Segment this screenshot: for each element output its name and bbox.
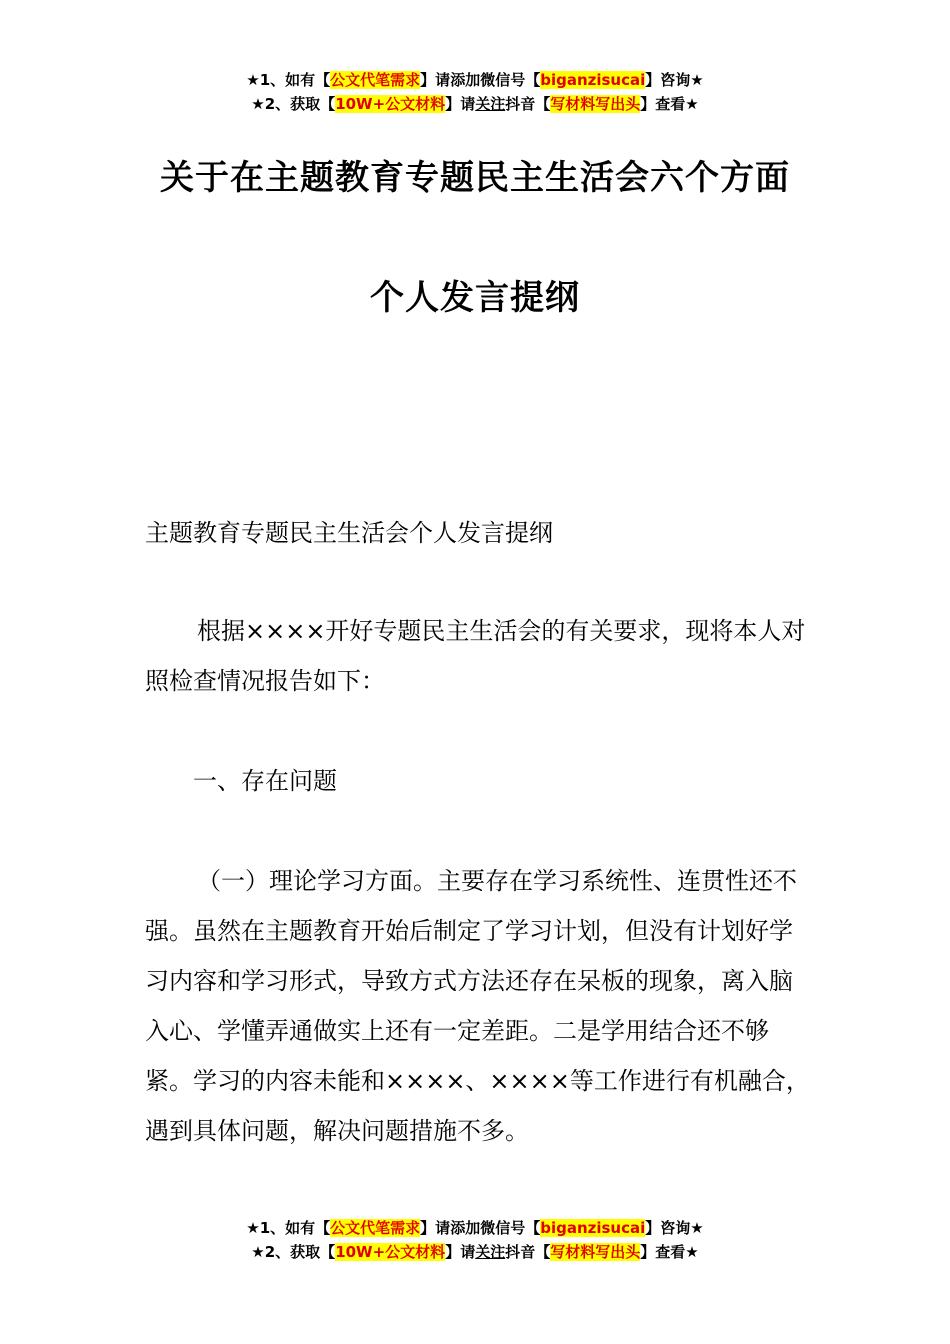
promo-text: 微信号【 [480, 1219, 541, 1237]
promo-text: ★2、获取【 [251, 1243, 336, 1261]
promo-highlight: 写材料写出头 [550, 95, 641, 113]
promo-text: 】咨询★ [645, 71, 704, 89]
promo-text: 】请 [420, 1219, 451, 1237]
promo-line-1 [0, 68, 950, 92]
top-promo-banner [0, 68, 950, 116]
promo-text: 抖音【 [505, 1243, 551, 1261]
document-heading: 主题教育专题民主生活会个人发言提纲 [145, 519, 553, 547]
promo-emphasis: 添加 [450, 1219, 481, 1237]
promo-highlight: biganzisucai [540, 71, 646, 89]
promo-highlight: 公文代笔需求 [330, 71, 421, 89]
promo-highlight: 10W+公文材料 [335, 95, 446, 113]
promo-text: 】查看★ [640, 1243, 699, 1261]
promo-highlight: 10W+公文材料 [335, 1243, 446, 1261]
item-paragraph: （一）理论学习方面。主要存在学习系统性、连贯性还不强。虽然在主题教育开始后制定了学习计划，但没有计划好学习内容和学习形式，导致方式方法还存在呆板的现象，离入脑入心、学懂弄通做实上还有一定差距。二是学用结合还不够紧。学习的内容未能和××××、××××等工作进行有机融合，遇到具体问题，解决问题措施不多。 [145, 867, 810, 1145]
promo-text: ★1、如有【 [246, 71, 331, 89]
bottom-promo-banner [0, 1216, 950, 1264]
promo-text: 】请 [420, 71, 451, 89]
promo-highlight: 写材料写出头 [550, 1243, 641, 1261]
document-title-line-2: 个人发言提纲 [370, 278, 580, 318]
promo-highlight: 公文代笔需求 [330, 1219, 421, 1237]
intro-paragraph: 根据××××开好专题民主生活会的有关要求，现将本人对照检查情况报告如下： [145, 617, 806, 695]
promo-text: ★1、如有【 [246, 1219, 331, 1237]
promo-line-2 [0, 1240, 950, 1264]
promo-line-1 [0, 1216, 950, 1240]
section-heading: 一、存在问题 [193, 767, 337, 795]
promo-text: ★2、获取【 [251, 95, 336, 113]
promo-emphasis: 关注 [475, 95, 506, 113]
promo-text: 】查看★ [640, 95, 699, 113]
promo-text: 】请 [445, 95, 476, 113]
promo-text: 】咨询★ [645, 1219, 704, 1237]
promo-line-2 [0, 92, 950, 116]
promo-text: 抖音【 [505, 95, 551, 113]
promo-highlight: biganzisucai [540, 1219, 646, 1237]
promo-emphasis: 添加 [450, 71, 481, 89]
promo-text: 】请 [445, 1243, 476, 1261]
promo-emphasis: 关注 [475, 1243, 506, 1261]
promo-text: 微信号【 [480, 71, 541, 89]
document-title-line-1: 关于在主题教育专题民主生活会六个方面 [160, 158, 790, 198]
